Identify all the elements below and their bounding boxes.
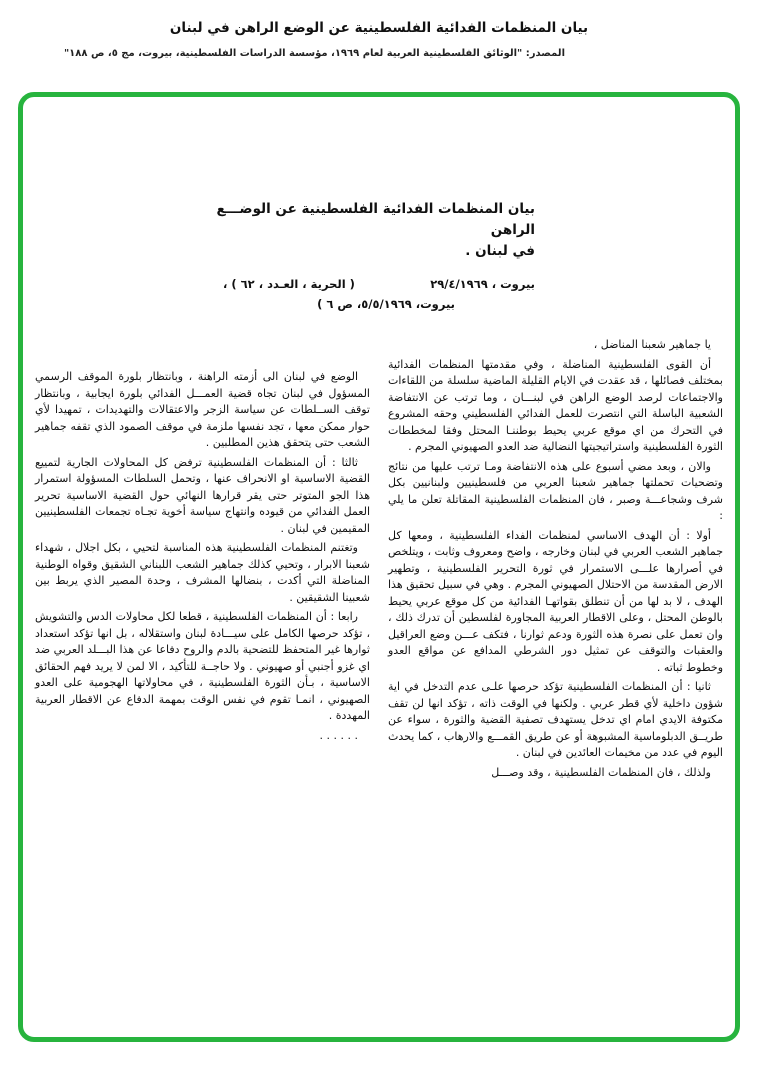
column-left <box>35 337 370 784</box>
page-header <box>0 0 758 61</box>
paragraph: رابعا : أن المنظمات الفلسطينية ، قطعا لكل محاولات الدس والتشويش ، تؤكد حرصها الكامل على سيـــادة لبنان واستقلاله ، بل انها تؤكد استعداد ثوارها غير المتحفظ للتضحية بالدم والروح دفاعا عن هذا البـــلد العربي ضد اي غزو أجنبي أو صهيوني . ولا حاجــة للتأكيد ، الا لمن لا يريد فهم الحقائق الاساسية ، بـأن الثورة الفلسطينية ، في محاولاتها الهجومية على العدو الصهيوني ، انمـا تقوم في نفس الوقت بمهمة الدفاع عن الاقطار العربية المهددة . <box>35 610 370 723</box>
dateline-city-date2: بيروت، ٥/٥/١٩٦٩، ص ٦ ) <box>317 296 455 311</box>
paragraph: . . . . . . <box>319 728 358 742</box>
document-scan <box>23 97 735 784</box>
paragraph: أولا : أن الهدف الاساسي لمنظمات الفداء الفلسطينية ، ومعها كل جماهير الشعب العربي في لبنان وخارجه ، واضح ومعروف وثابت ، ويتلخص في أصرارها علـــى الاستمرار في ثورة التحرير الفلسطينية ، وتطهير الارض المقدسة من الاحتلال الصهيوني المجرم . وهي في سبيل تحقيق هذا الهدف ، لا بد لها من أن تنطلق بقواتهـا الفدائية من كل موقع عربي يحيط بالوطن المحتل ، وعلى الاقطار العربية المجاورة لفلسطين أن تدرك ذلك ، وان تعمل على نصرة هذه الثورة ودعم ثوارنا ، فتكف عـــن وضع العراقيل والعقبات والتوقف عن تمثيل دور الشرطي المدافع عن مواقع العدو وخطوط ثباته . <box>388 528 723 674</box>
document-title-line2: في لبنان . <box>465 242 535 259</box>
paragraph: والان ، وبعد مضي أسبوع على هذه الانتفاضة ومـا ترتب عليها من نتائج وتضحيات تحملتها جماهير شعبنا العربي من فلسطينيين ولبنانيين بكل شرف وشجاعـــة وصبر ، فان المنظمات الفلسطينية المقاتلة تعلن ما يلي : <box>388 459 723 523</box>
dateline-city-date1: بيروت ، ٢٩/٤/١٩٦٩ <box>430 276 535 291</box>
document-body <box>23 313 735 784</box>
dateline-row1 <box>223 276 535 294</box>
column-right <box>388 337 723 784</box>
paragraph: ثانيا : أن المنظمات الفلسطينية تؤكد حرصها علـى عدم التدخل في اية شؤون داخلية لأي قطر عربي . ولكنها في الوقت ذاته ، تؤكد انها لن تقف مكتوفة الايدي امام اي تدخل يستهدف تصفية القضية والثورة ، سواء عن طريــق الدبلوماسية المشبوهة أو عن طريق القمـــع والارهاب ، كما يحدث اليوم في عدد من مخيمات العائدين في لبنان . <box>388 680 723 760</box>
paragraph: الوضع في لبنان الى أزمته الراهنة ، وبانتظار بلورة الموقف الرسمي المسؤول في لبنان تجاه قضية العمـــل الفدائي بلورة ايجابية ، وبانتظار توقف الســلطات عن سياسة الزجر والاعتقالات والتهديدات ، تمهيدا لأي حوار ممكن معها ، تجد نفسها ملزمة في موقف الصمود الذي تقفه جماهير الشعب حتى يتحقق هذين المطلبين . <box>35 370 370 450</box>
dateline <box>223 276 535 314</box>
paragraph: ولذلك ، فان المنظمات الفلسطينية ، وقد وصـــل <box>491 765 711 779</box>
paragraph: أن القوى الفلسطينية المناضلة ، وفي مقدمتها المنظمات الفدائية بمختلف فصائلها ، قد عقدت في الايام القليلة الماضية سلسلة من اللقاءات والاجتماعات لرصد الوضع الراهن في لبنـــان ، وما ترتب عن الانتفاضة الشعبية الباسلة التي انتصرت للعمل الفدائي الفلسطيني وحقه المشروع في التحرك من اي موقع عربي يحيط بوطننـا المحتل وفقا لمخططات الثورة الفلسطينية واستراتيجيتها النضالية ضد العدو الصهيوني المجرم . <box>388 357 723 454</box>
page-title: بيان المنظمات الفدائية الفلسطينية عن الوضع الراهن في لبنان <box>169 20 589 36</box>
paragraph: يا جماهير شعبنا المناضل ، <box>593 338 711 352</box>
paragraph: ثالثا : أن المنظمات الفلسطينية ترفض كل المحاولات الجارية لتمييع القضية الاساسية او الانحراف عنها ، وتحمل السلطات المسؤولة استمرار هذا الجو المتوتر حتى يقر قرارها النهائي حول القضية الاساسية تحرير العمل الفدائي من قيوده وانتهاج سياسة أخوية تجـاه تجمعات الفلسطينيين المقيمين في لبنان . <box>35 455 370 535</box>
document-title-line1: بيان المنظمات الفدائية الفلسطينية عن الوضـــع الراهن <box>216 201 535 238</box>
dateline-reference: ( الحرية ، العـدد ، ٦٢ ) ، <box>223 276 355 291</box>
paragraph: وتغتنم المنظمات الفلسطينية هذه المناسبة لتحيي ، بكل اجلال ، شهداء شعبنا الابرار ، وتحيي كذلك جماهير الشعب اللبناني الشقيق وقواه الوطنية المناضلة التي أكدت ، بنضالها المشرف ، وحدة المصير الذي يربط بين شعبينا الشقيقين . <box>35 541 370 604</box>
document-title <box>173 199 535 262</box>
source-line: المصدر: "الوثائق الفلسطينية العربية لعام ١٩٦٩، مؤسسة الدراسات الفلسطينية، بيروت، مج ٥، ص ١٨٨" <box>63 48 565 59</box>
document-frame <box>18 92 740 1042</box>
